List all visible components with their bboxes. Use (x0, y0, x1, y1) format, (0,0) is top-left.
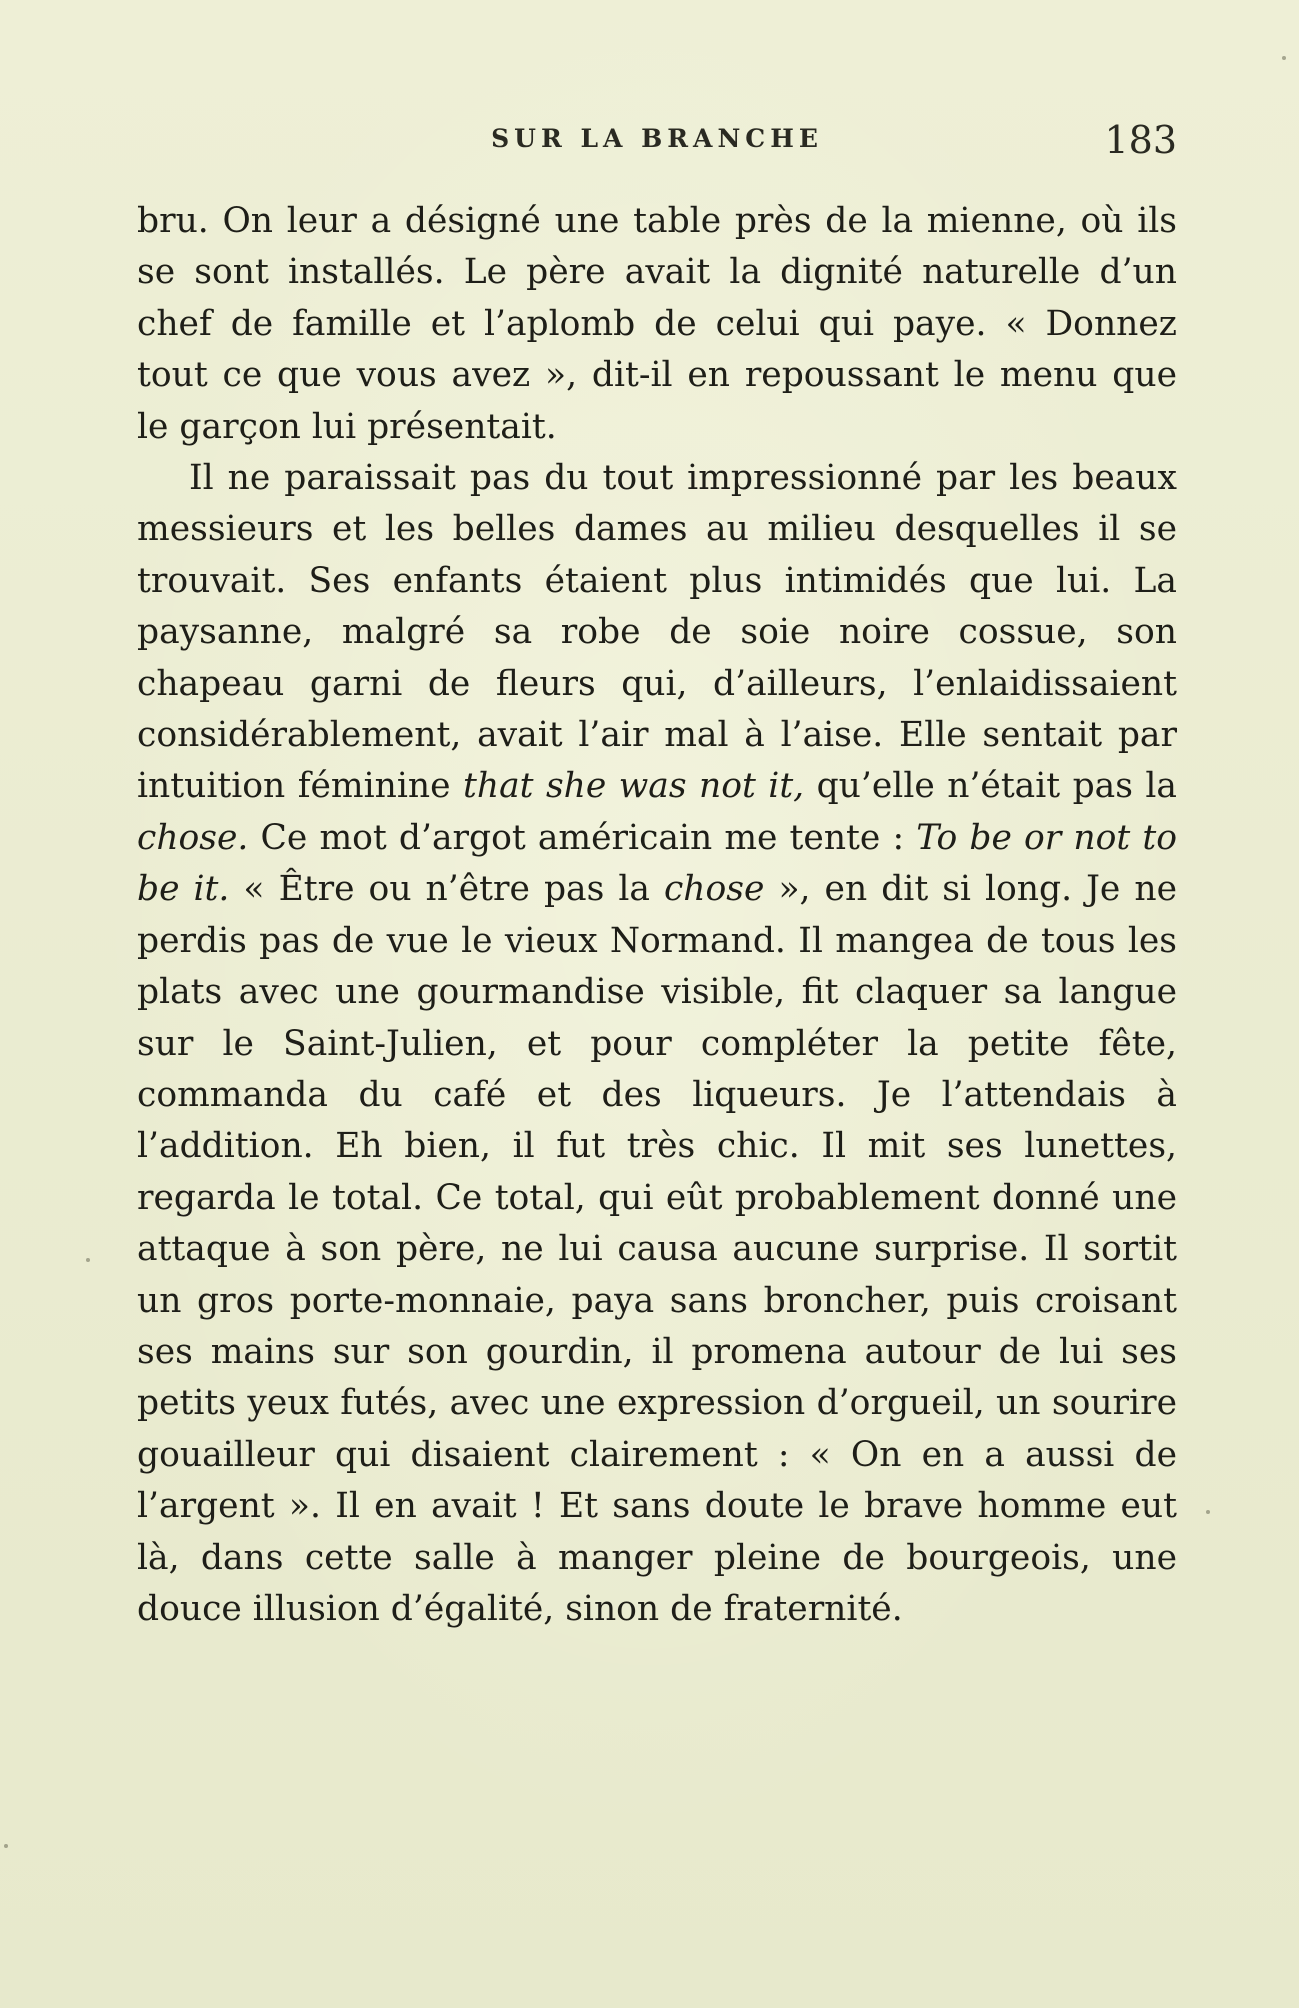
paragraph-2 (137, 453, 1177, 1635)
paper-speck (86, 1258, 90, 1262)
page-header (137, 118, 1177, 162)
italic-run: that she was not it, (462, 766, 805, 807)
running-title: SUR LA BRANCHE (491, 124, 823, 153)
italic-run: chose. (137, 817, 249, 858)
text-run: qu’elle n’était pas la (804, 766, 1178, 807)
paper-speck (4, 1844, 8, 1848)
paper-speck (1206, 1510, 1210, 1514)
italic-run: chose (663, 869, 765, 910)
body-text (137, 196, 1177, 1635)
text-run: », en dit si long. Je ne perdis pas de vue le vieux Normand. Il mangea de tous les plats avec une gourmandise visible, fit claquer sa langue sur le Saint-Julien, et pour compléter la petite fête, commanda du café et des liqueurs. Je l’attendais à l’addition. Eh bien, il fut très chic. Il mit ses lunettes, regarda le total. Ce total, qui eût probablement donné une attaque à son père, ne lui causa aucune surprise. Il sortit un gros porte-monnaie, paya sans broncher, puis croisant ses mains sur son gourdin, il promena autour de lui ses petits yeux futés, avec une expression d’orgueil, un sourire gouailleur qui disaient clairement : « On en a aussi de l’argent ». Il en avait ! Et sans doute le brave homme eut là, dans cette salle à manger pleine de bourgeois, une douce illusion d’égalité, sinon de fraternité. (137, 869, 1177, 1629)
text-run: Ce mot d’argot américain me tente : (248, 817, 917, 858)
italic-run: To be or not to be it. (137, 817, 1177, 910)
text-run: « Être ou n’être pas la (229, 869, 664, 910)
paragraph-1: bru. On leur a désigné une table près de la mienne, où ils se sont installés. Le père avait la dignité naturelle d’un chef de famille et l’aplomb de celui qui paye. « Donnez tout ce que vous avez », dit-il en repoussant le menu que le garçon lui présentait. (137, 201, 1177, 447)
text-run: Il ne paraissait pas du tout impressionné par les beaux messieurs et les belles dames au milieu desquelles il se trouvait. Ses enfants étaient plus intimidés que lui. La paysanne, malgré sa robe de soie noire cossue, son chapeau garni de fleurs qui, d’ailleurs, l’enlaidissaient considérablement, avait l’air mal à l’aise. Elle sentait par intuition féminine (137, 458, 1177, 807)
page-number: 183 (1104, 118, 1177, 162)
paper-speck (1282, 56, 1286, 60)
